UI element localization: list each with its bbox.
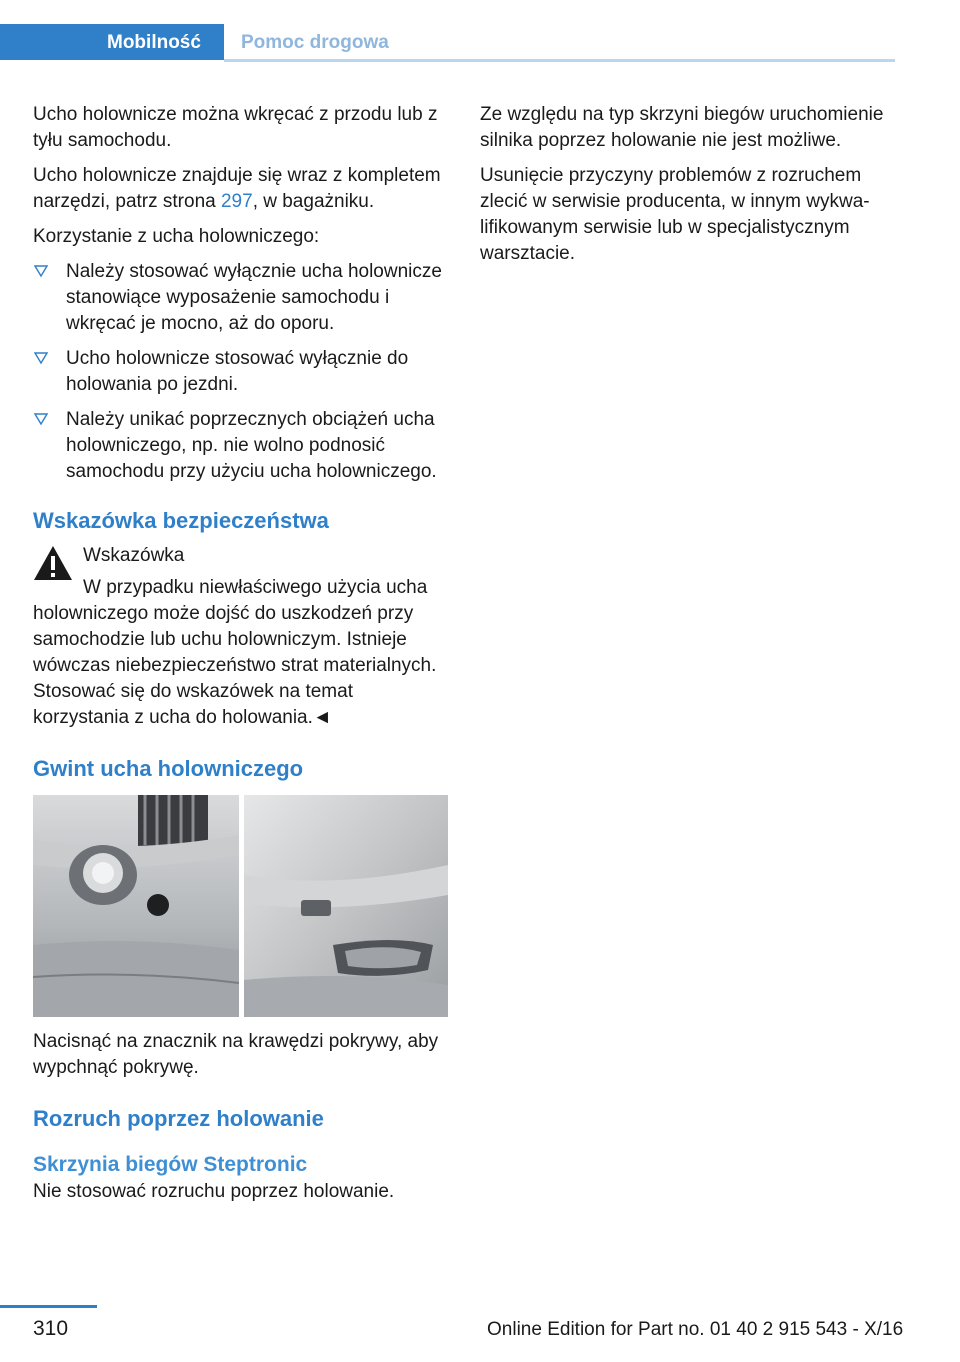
paragraph-steptronic: Nie stosować rozruchu poprzez holowanie. — [33, 1181, 395, 1202]
paragraph-gearbox-note: Ze względu na typ skrzyni biegów uruchomienie silnika poprzez holowanie nie jest możliwe. — [480, 104, 884, 151]
right-column — [480, 102, 895, 276]
heading-steptronic: Skrzynia biegów Steptronic — [33, 1153, 308, 1176]
warning-text: holowniczego może dojść do uszkodzeń przy samochodzie lub uchu holowniczym. Istnieje wówczas niebezpieczeństwo strat materialnych. Stosować się do wskazówek na temat korzystania z ucha do holowania.◄ — [33, 603, 437, 728]
paragraph-text: , w bagażniku. — [252, 191, 375, 212]
photo-caption: Nacisnąć na znacznik na krawędzi pokrywy, aby wypchnąć pokrywę. — [33, 1031, 439, 1078]
triangle-bullet-icon — [34, 264, 48, 278]
list-item-text: Ucho holownicze stosować wyłącznie do holowania po jezdni. — [66, 348, 409, 395]
footer-accent-line — [0, 1305, 97, 1308]
page-number: 310 — [33, 1317, 69, 1340]
usage-list — [33, 259, 443, 485]
page-header — [0, 24, 895, 62]
edition-info: Online Edition for Part no. 01 40 2 915 543 - X/16 — [487, 1319, 904, 1340]
tab-pomoc-drogowa[interactable]: Pomoc drogowa — [241, 32, 389, 53]
list-item-text: Należy unikać poprzecznych obciążeń ucha holowniczego, np. nie wolno podnosić samochodu przy użyciu ucha holowniczego. — [66, 409, 437, 482]
left-column — [33, 102, 443, 1214]
tow-hook-cover-photo — [33, 795, 448, 1017]
list-item-text: Należy stosować wyłącznie ucha holownicze stanowiące wyposażenie samochodu i wkręcać je mocno, aż do oporu. — [66, 261, 442, 334]
paragraph-text: Ucho holownicze znajduje się wraz z kompletem narzędzi, patrz strona — [33, 165, 441, 212]
heading-safety-note: Wskazówka bezpieczeństwa — [33, 508, 329, 533]
triangle-bullet-icon — [34, 351, 48, 365]
list-item — [33, 259, 443, 337]
heading-tow-start: Rozruch poprzez holowanie — [33, 1106, 324, 1131]
warning-title: Wskazówka — [83, 545, 185, 566]
paragraph-service-note: Usunięcie przyczyny problemów z rozruchem zlecić w serwisie producenta, w innym wykwalifikowanym serwisie lub w specjalistycznym warsztacie. — [480, 165, 870, 264]
paragraph-tow-hook-mounting: Ucho holownicze można wkręcać z przodu lub z tyłu samochodu. — [33, 104, 438, 151]
paragraph-usage-intro: Korzystanie z ucha holowniczego: — [33, 226, 320, 247]
list-item — [33, 346, 443, 398]
heading-tow-thread: Gwint ucha holowniczego — [33, 756, 304, 781]
header-divider — [224, 59, 895, 62]
paragraph-tow-hook-location — [33, 163, 443, 215]
warning-block — [33, 543, 443, 731]
list-item — [33, 407, 443, 485]
car-bumper-image — [33, 795, 448, 1017]
tab-mobilnosc[interactable]: Mobilność — [0, 24, 224, 60]
warning-text-first-line: W przypadku niewłaściwego użycia ucha — [83, 577, 428, 598]
warning-triangle-icon — [33, 545, 73, 581]
triangle-bullet-icon — [34, 412, 48, 426]
page-link-297[interactable]: 297 — [220, 191, 253, 212]
